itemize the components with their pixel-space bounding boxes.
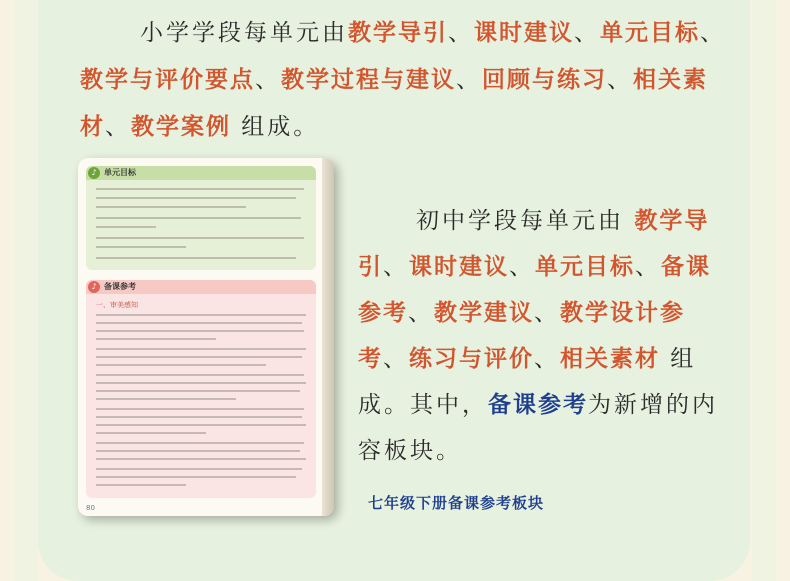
image-caption: 七年级下册备课参考板块 (368, 494, 545, 512)
text-line (96, 484, 186, 486)
text-line (96, 314, 306, 316)
text-line (96, 237, 304, 239)
separator: 、 (700, 20, 726, 46)
background-edge-right (752, 0, 776, 581)
primary-item: 相关素材 (80, 67, 708, 140)
separator: 、 (448, 20, 474, 46)
section-subtitle: 一、审美感知 (96, 301, 138, 309)
junior-school-paragraph (358, 198, 728, 474)
primary-item: 课时建议 (474, 20, 574, 46)
text-line (96, 206, 246, 208)
primary-item: 教学案例 (131, 114, 231, 140)
text-line (96, 197, 296, 199)
text-line (96, 390, 300, 392)
section-header (86, 280, 316, 294)
unit-goals-section (86, 166, 316, 270)
separator: 、 (509, 254, 535, 280)
primary-lead: 小学学段每单元由 (140, 20, 348, 46)
background-edge-left (14, 0, 38, 581)
separator: 、 (105, 114, 131, 140)
junior-item: 教学导引 (358, 208, 710, 280)
text-line (96, 257, 296, 259)
text-line (96, 468, 302, 470)
text-line (96, 424, 306, 426)
text-line (96, 416, 302, 418)
separator: 、 (635, 254, 661, 280)
junior-emphasis: 备课参考 (488, 392, 588, 418)
junior-item: 单元目标 (535, 254, 635, 280)
separator: 、 (408, 300, 434, 326)
primary-school-paragraph (80, 10, 730, 151)
text-line (96, 442, 304, 444)
text-line (96, 374, 304, 376)
book-page-edge (322, 158, 334, 516)
text-line (96, 217, 301, 219)
section-title: 备课参考 (104, 282, 136, 291)
primary-item: 回顾与练习 (482, 67, 607, 93)
junior-item: 课时建议 (409, 254, 509, 280)
separator: 、 (574, 20, 600, 46)
junior-lead: 初中学段每单元由 (416, 208, 635, 234)
separator: 、 (607, 67, 633, 93)
text-line (96, 330, 304, 332)
separator: 、 (383, 254, 409, 280)
junior-item: 备课参考 (358, 254, 711, 326)
text-line (96, 188, 304, 190)
junior-tail: 为新增的内容板块。 (358, 392, 718, 464)
text-line (96, 246, 186, 248)
page-number: 80 (86, 504, 95, 512)
separator: 、 (383, 346, 409, 372)
separator: 、 (456, 67, 482, 93)
text-line (96, 450, 300, 452)
junior-tail: 组成。其中， (358, 346, 697, 418)
prep-reference-section (86, 280, 316, 498)
text-line (96, 408, 304, 410)
separator: 、 (534, 300, 560, 326)
text-line (96, 226, 156, 228)
primary-item: 单元目标 (600, 20, 700, 46)
junior-item: 练习与评价 (409, 346, 534, 372)
text-line (96, 348, 306, 350)
music-note-icon: ♪ (88, 281, 100, 293)
text-line (96, 398, 236, 400)
music-note-icon: ♪ (88, 167, 100, 179)
primary-item: 教学过程与建议 (281, 67, 456, 93)
text-line (96, 476, 296, 478)
separator: 、 (255, 67, 281, 93)
primary-item: 教学导引 (348, 20, 448, 46)
text-line (96, 322, 302, 324)
text-line (96, 364, 266, 366)
separator: 、 (534, 346, 560, 372)
text-line (96, 382, 306, 384)
section-header (86, 166, 316, 180)
junior-item: 教学建议 (434, 300, 534, 326)
primary-tail: 组成。 (231, 114, 320, 140)
book-page-thumbnail (78, 158, 334, 516)
primary-item: 教学与评价要点 (80, 67, 255, 93)
junior-item: 相关素材 (560, 346, 660, 372)
text-line (96, 338, 216, 340)
text-line (96, 458, 306, 460)
text-line (96, 356, 302, 358)
section-title: 单元目标 (104, 168, 136, 177)
text-line (96, 432, 206, 434)
junior-item: 教学设计参考 (358, 300, 685, 372)
